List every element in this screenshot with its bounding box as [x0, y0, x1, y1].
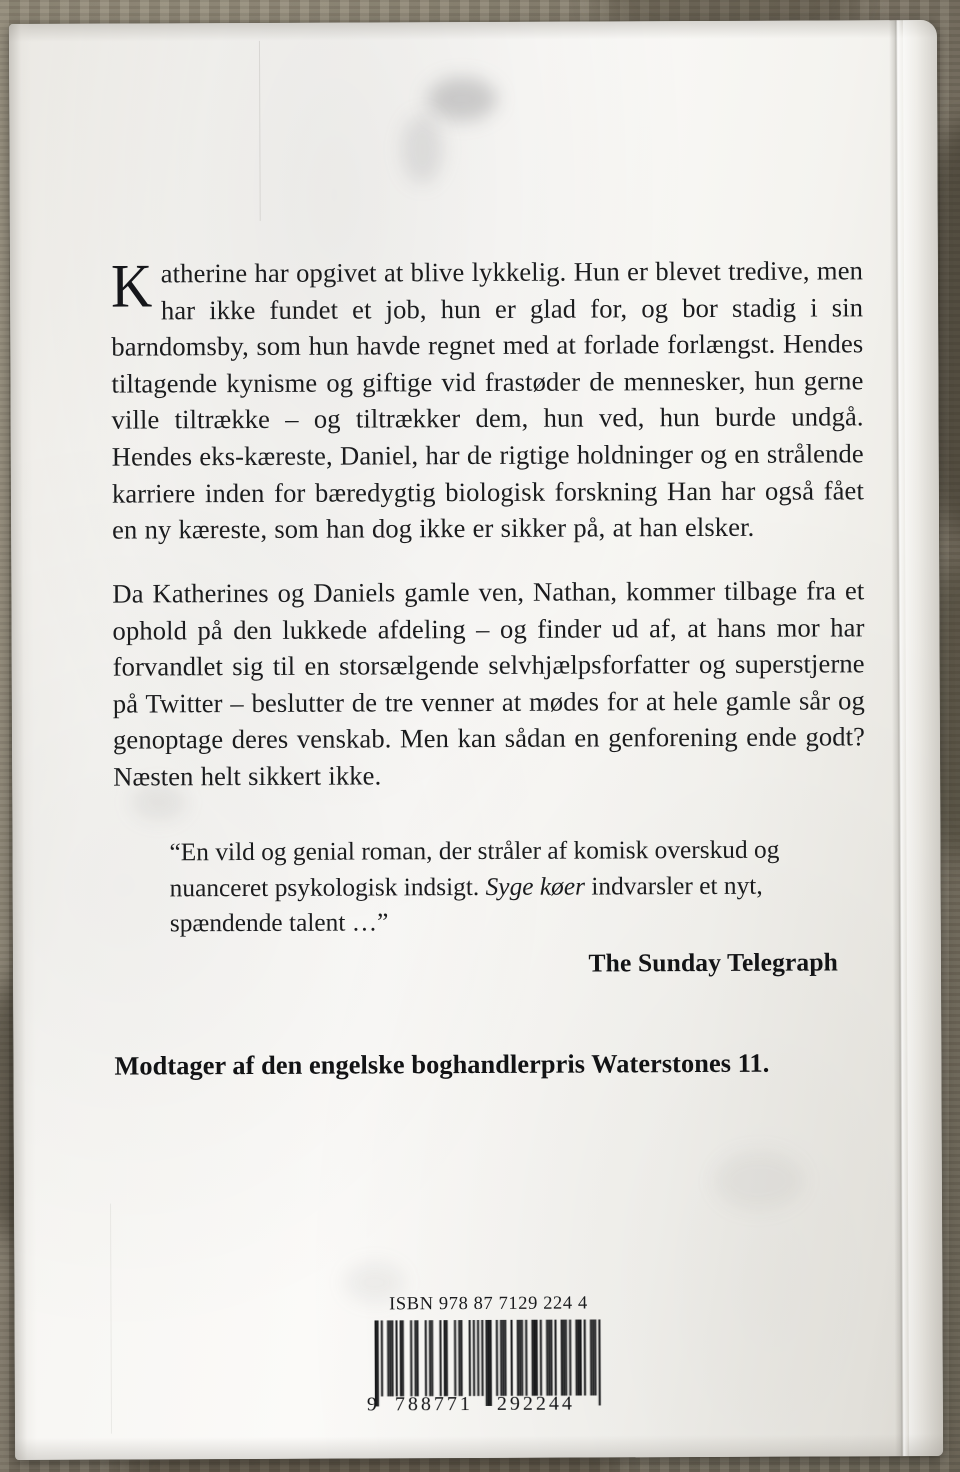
blurb-paragraph-one: atherine har opgivet at blive lykkelig. Hun er blevet tredive, men har ikke fundet et job, hun er glad for, og bor stadig i sin barndomsby, som hun havde regnet med at forlade forlængst. Hendes tiltagende kynisme og giftige vid frastøder de mennesker, hun gerne ville tiltrække – og tiltrækker dem, hun ved, hun burde undgå. Hendes eks-kæreste, Daniel, har de rigtige holdninger og en strålende karriere inden for bæredygtig biologisk forskning Han har også fået en ny kæreste, som han dog ikke er sikker på, at han elsker. — [111, 255, 864, 545]
isbn-text: ISBN 978 87 7129 224 4 — [389, 1293, 588, 1315]
cover-text-block — [110, 20, 868, 1459]
paper-scuff — [110, 1204, 112, 1434]
barcode-lead-digit: 9 — [366, 1393, 380, 1416]
blurb-paragraph-two: Da Katherines og Daniels gamle ven, Nathan, kommer tilbage fra et ophold på den lukkede afdeling – og finder ud af, at hans mor har forvandlet sig til en storsælgende selvhjælpsforfatter og superstjerne på Twitter – beslutter de tre venner at mødes for at hele gamle sår og genoptage deres venskab. Men kan sådan en genforening ende godt? Næsten helt sikkert ikke. — [112, 575, 866, 792]
review-source: The Sunday Telegraph — [588, 947, 839, 978]
cover-right-edge — [903, 20, 943, 1456]
review-quote-text — [169, 832, 837, 942]
cover-left-edge — [9, 24, 37, 1460]
barcode-area — [354, 1293, 623, 1428]
blurb-paragraph-one-container — [111, 252, 864, 548]
book-back-cover — [9, 20, 943, 1460]
spine-crease — [889, 20, 909, 1456]
review-quote-part-one: “En vild og genial roman, der stråler af komisk overskud og nuanceret psykologisk indsigt. — [169, 835, 780, 902]
review-quote-block — [169, 832, 838, 980]
barcode-right-group: 292244 — [496, 1392, 575, 1415]
drop-cap-letter: K — [110, 252, 153, 321]
award-line: Modtager af den engelske boghandlerpris Waterstones 11. — [114, 1047, 770, 1081]
barcode-digits — [355, 1392, 623, 1428]
blurb-paragraph-two-container — [112, 572, 865, 795]
barcode-left-group: 788771 — [394, 1393, 473, 1416]
review-quote-part-two: indvarsler et nyt, spændende talent …” — [169, 871, 763, 938]
review-quoted-title: Syge køer — [485, 872, 586, 901]
